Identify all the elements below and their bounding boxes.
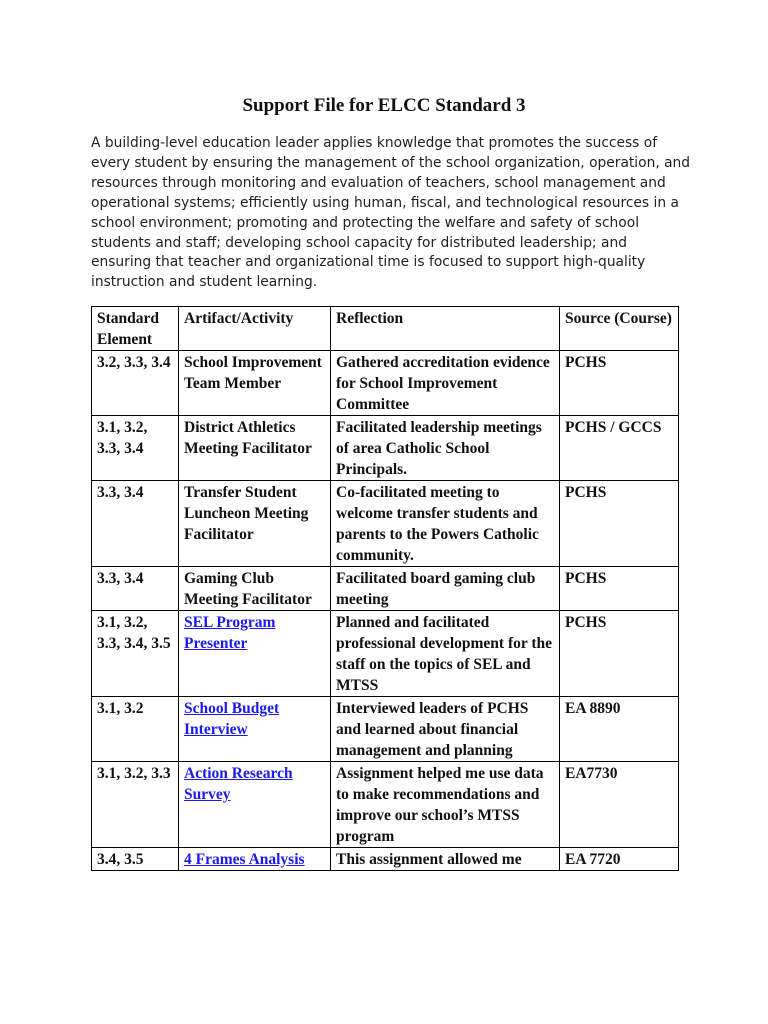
cell-artifact (179, 848, 331, 871)
four-frames-analysis-link[interactable]: 4 Frames Analysis (184, 851, 305, 868)
header-artifact-activity: Artifact/Activity (179, 307, 331, 351)
school-budget-interview-link[interactable]: School Budget Interview (184, 700, 280, 738)
table-row (92, 611, 679, 697)
table-row (92, 848, 679, 871)
cell-reflection: Assignment helped me use data to make recommendations and improve our school’s MTSS program (331, 762, 560, 848)
cell-source: PCHS (560, 567, 679, 611)
cell-standard-element: 3.1, 3.2, 3.3 (92, 762, 179, 848)
table-row (92, 567, 679, 611)
cell-standard-element: 3.3, 3.4 (92, 481, 179, 567)
intro-paragraph: A building-level education leader applies knowledge that promotes the success of every student by ensuring the management of the school organization, operation, and resources through monitoring and evaluation of teachers, school management and operational systems; efficiently using human, fiscal, and technological resources in a school environment; promoting and protecting the welfare and safety of school students and staff; developing school capacity for distributed leadership; and ensuring that teacher and organizational time is focused to support high-quality instruction and student learning. (91, 135, 691, 291)
cell-source: PCHS (560, 611, 679, 697)
header-standard-element: Standard Element (92, 307, 179, 351)
cell-artifact: Transfer Student Luncheon Meeting Facilitator (179, 481, 331, 567)
cell-standard-element: 3.4, 3.5 (92, 848, 179, 871)
cell-standard-element: 3.1, 3.2, 3.3, 3.4 (92, 416, 179, 481)
cell-standard-element: 3.1, 3.2, 3.3, 3.4, 3.5 (92, 611, 179, 697)
cell-reflection: Interviewed leaders of PCHS and learned about financial management and planning (331, 697, 560, 762)
cell-standard-element: 3.1, 3.2 (92, 697, 179, 762)
cell-artifact: District Athletics Meeting Facilitator (179, 416, 331, 481)
table-row (92, 351, 679, 416)
cell-artifact (179, 762, 331, 848)
cell-reflection: This assignment allowed me (331, 848, 560, 871)
page-title: Support File for ELCC Standard 3 (242, 95, 526, 116)
cell-source: EA7730 (560, 762, 679, 848)
action-research-survey-link[interactable]: Action Research Survey (184, 765, 293, 803)
table-row (92, 481, 679, 567)
cell-source: EA 8890 (560, 697, 679, 762)
cell-artifact (179, 611, 331, 697)
cell-standard-element: 3.3, 3.4 (92, 567, 179, 611)
cell-standard-element: 3.2, 3.3, 3.4 (92, 351, 179, 416)
table-header-row (92, 307, 679, 351)
cell-reflection: Gathered accreditation evidence for School Improvement Committee (331, 351, 560, 416)
cell-artifact (179, 697, 331, 762)
cell-reflection: Co-facilitated meeting to welcome transfer students and parents to the Powers Catholic community. (331, 481, 560, 567)
table-row (92, 416, 679, 481)
header-reflection: Reflection (331, 307, 560, 351)
sel-program-presenter-link[interactable]: SEL Program Presenter (184, 614, 276, 652)
cell-reflection: Facilitated board gaming club meeting (331, 567, 560, 611)
cell-reflection: Planned and facilitated professional development for the staff on the topics of SEL and MTSS (331, 611, 560, 697)
cell-source: EA 7720 (560, 848, 679, 871)
table-row (92, 762, 679, 848)
header-source-course: Source (Course) (560, 307, 679, 351)
cell-source: PCHS (560, 481, 679, 567)
cell-reflection: Facilitated leadership meetings of area Catholic School Principals. (331, 416, 560, 481)
table-row (92, 697, 679, 762)
cell-source: PCHS (560, 351, 679, 416)
cell-source: PCHS / GCCS (560, 416, 679, 481)
standards-table (91, 306, 679, 871)
cell-artifact: School Improvement Team Member (179, 351, 331, 416)
cell-artifact: Gaming Club Meeting Facilitator (179, 567, 331, 611)
